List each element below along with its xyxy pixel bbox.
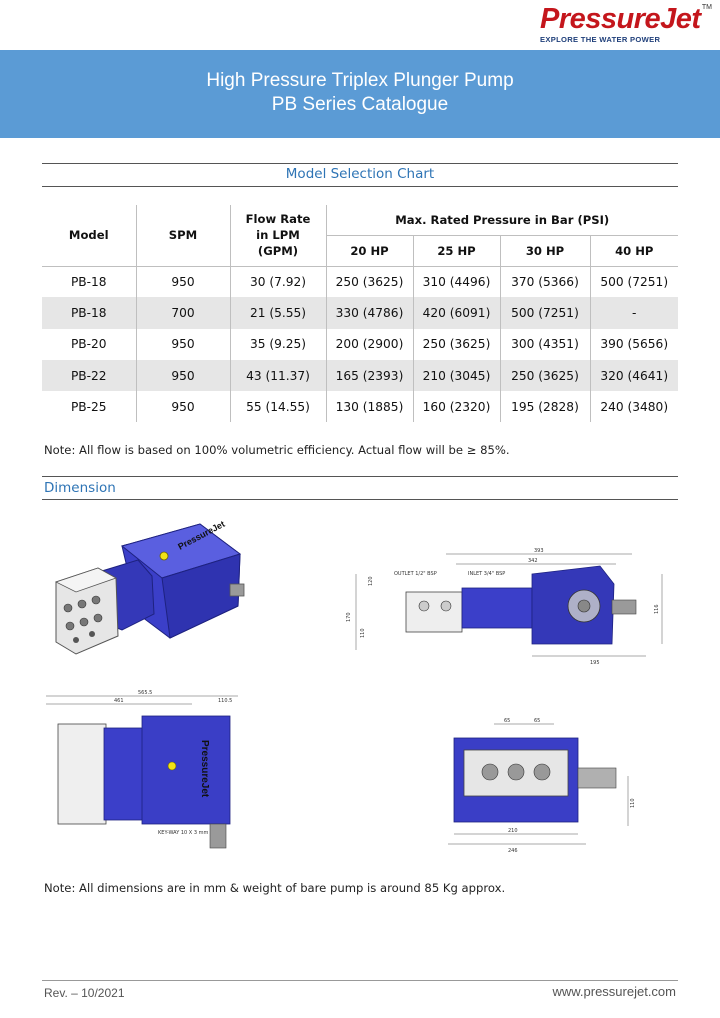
dim-120: 120 (368, 576, 374, 586)
dim-393: 393 (534, 548, 544, 554)
cell-20hp: 200 (2900) (326, 329, 413, 360)
col-header-pressure-group: Max. Rated Pressure in Bar (PSI) (326, 205, 678, 235)
cell-flow: 43 (11.37) (230, 360, 326, 391)
footer-divider (42, 980, 678, 981)
dimension-note: Note: All dimensions are in mm & weight of bare pump is around 85 Kg approx. (44, 881, 506, 895)
pressurejet-logo (540, 4, 712, 48)
section-divider (42, 163, 678, 164)
cell-20hp: 250 (3625) (326, 266, 413, 297)
table-row (42, 266, 678, 297)
dim-170: 170 (346, 612, 352, 622)
cell-20hp: 130 (1885) (326, 391, 413, 422)
cell-spm: 950 (136, 329, 230, 360)
col-header-spm: SPM (136, 205, 230, 266)
top-view-drawing (42, 688, 254, 858)
cell-40hp: 320 (4641) (590, 360, 678, 391)
outlet-label: OUTLET 1/2" BSP (394, 571, 437, 577)
section-divider (42, 499, 678, 500)
dim-front-110: 110 (630, 798, 636, 808)
dim-565: 565.5 (138, 690, 153, 696)
dim-461: 461 (114, 698, 124, 704)
pump-3d-render (52, 516, 248, 666)
logo-trademark: TM (701, 4, 712, 11)
section-divider (42, 476, 678, 477)
logo-part-2: Jet (660, 3, 701, 35)
cell-40hp: 240 (3480) (600, 399, 669, 414)
cell-30hp: 300 (4351) (500, 329, 590, 360)
cell-25hp: 420 (6091) (413, 297, 500, 328)
website-link[interactable]: www.pressurejet.com (552, 984, 676, 999)
dim-116: 116 (654, 604, 660, 614)
cell-spm: 700 (136, 297, 230, 328)
cell-40hp: 390 (5656) (600, 337, 669, 352)
inlet-label: INLET 3/4" BSP (468, 571, 506, 577)
top-view-brand-text: PressureJet (199, 740, 210, 798)
cell-25hp: 210 (3045) (413, 360, 500, 391)
cell-25hp: 250 (3625) (413, 329, 500, 360)
cell-40hp: - (590, 297, 678, 328)
model-selection-title: Model Selection Chart (285, 166, 435, 182)
page-title: High Pressure Triplex Plunger Pump (206, 70, 514, 91)
dim-246: 246 (508, 848, 518, 854)
cell-model: PB-20 (42, 329, 136, 360)
cell-flow: 30 (7.92) (230, 266, 326, 297)
dim-65b: 65 (534, 718, 541, 724)
revision-text: Rev. – 10/2021 (44, 986, 125, 1000)
cell-30hp: 500 (7251) (500, 297, 590, 328)
table-row (42, 297, 678, 328)
dim-210: 210 (508, 828, 518, 834)
cell-30hp: 370 (5366) (500, 266, 590, 297)
title-banner (0, 50, 720, 138)
dim-342: 342 (528, 558, 538, 564)
front-view-drawing (428, 716, 650, 856)
cell-20hp: 330 (4786) (326, 297, 413, 328)
col-header-25hp: 25 HP (413, 235, 500, 266)
cell-model: PB-22 (42, 360, 136, 391)
flow-note: Note: All flow is based on 100% volumetric efficiency. Actual flow will be ≥ 85%. (44, 443, 510, 457)
dim-110-5: 110.5 (218, 698, 233, 704)
cell-30hp: 195 (2828) (500, 391, 590, 422)
col-header-model: Model (42, 205, 136, 266)
cell-spm: 950 (136, 391, 230, 422)
cell-40hp: 500 (7251) (600, 274, 669, 289)
cell-model: PB-18 (42, 266, 136, 297)
col-header-flow: Flow Rate in LPM (GPM) (230, 205, 326, 266)
render-brand-text: PressureJet (176, 518, 227, 552)
cell-flow: 55 (14.55) (230, 391, 326, 422)
logo-wordmark (540, 4, 712, 34)
cell-flow: 21 (5.55) (230, 297, 326, 328)
logo-part-1: Pressure (540, 3, 661, 35)
cell-20hp: 165 (2393) (326, 360, 413, 391)
model-selection-table (42, 205, 678, 422)
cell-spm: 950 (136, 360, 230, 391)
table-row (42, 360, 678, 391)
cell-model: PB-18 (42, 297, 136, 328)
section-divider (42, 186, 678, 187)
logo-tagline: EXPLORE THE WATER POWER (540, 35, 661, 44)
side-view-drawing (346, 544, 670, 672)
dimension-title: Dimension (44, 480, 116, 496)
cell-25hp: 310 (4496) (413, 266, 500, 297)
cell-30hp: 250 (3625) (500, 360, 590, 391)
dim-195: 195 (590, 660, 600, 666)
keyway-label: KEY-WAY 10 X 3 mm (158, 830, 209, 836)
dim-65a: 65 (504, 718, 511, 724)
table-row (42, 391, 678, 422)
cell-model: PB-25 (42, 391, 136, 422)
dim-110: 110 (360, 628, 366, 638)
cell-25hp: 160 (2320) (413, 391, 500, 422)
cell-flow: 35 (9.25) (230, 329, 326, 360)
col-header-20hp: 20 HP (326, 235, 413, 266)
col-header-40hp: 40 HP (615, 243, 654, 258)
col-header-30hp: 30 HP (500, 235, 590, 266)
table-row (42, 329, 678, 360)
page-subtitle: PB Series Catalogue (271, 94, 449, 115)
cell-spm: 950 (136, 266, 230, 297)
